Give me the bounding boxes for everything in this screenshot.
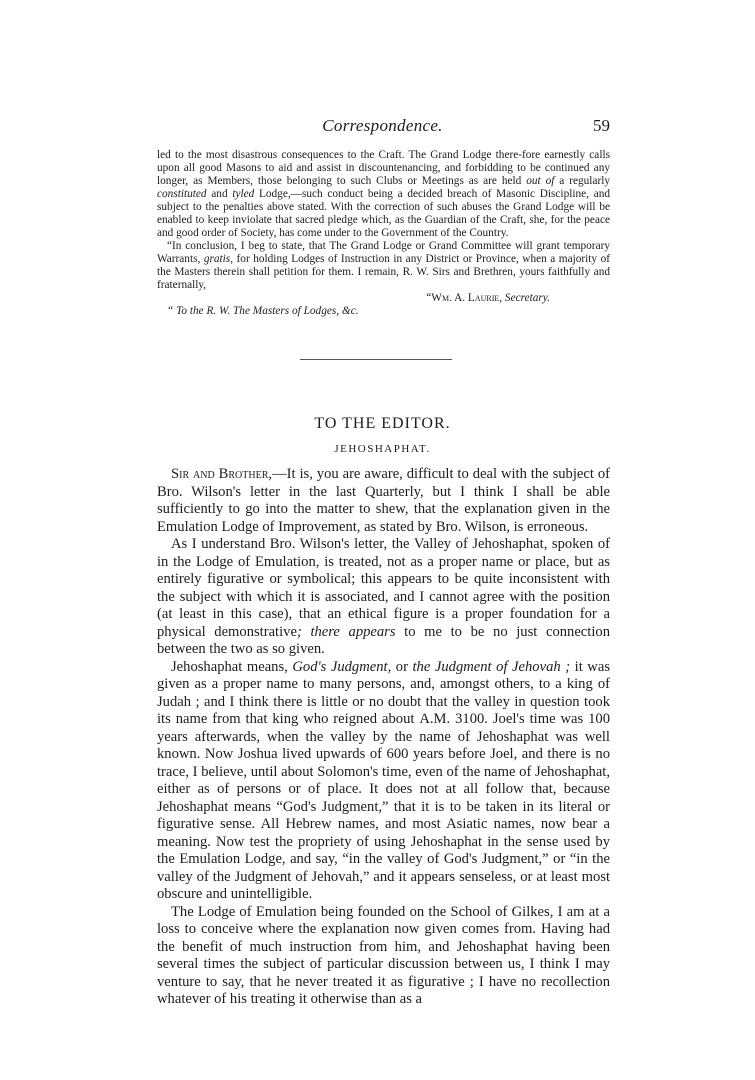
page-header <box>155 116 610 140</box>
section-divider <box>300 359 452 360</box>
letter-subject: JEHOSHAPHAT. <box>334 443 431 455</box>
notice-paragraph: “In conclusion, I beg to state, that The Grand Lodge or Grand Committee will grant temporary Warrants, gratis, for holding Lodges of Instruction in any District or Province, when a majority of the Masters therein shall petition for them. I remain, R. W. Sirs and Brethren, yours faithfully and fraternally, <box>157 240 610 291</box>
page-number: 59 <box>593 116 610 135</box>
running-title: Correspondence. <box>322 116 443 135</box>
address-line: “ To the R. W. The Masters of Lodges, &c. <box>167 305 359 317</box>
letter-paragraph: The Lodge of Emulation being founded on the School of Gilkes, I am at a loss to conceive where the explanation now given comes from. Having had the benefit of much instruction from him, and Jehoshaphat having been several times the subject of particular discussion between us, I think I may venture to say, that he never treated it as figurative ; I have no recollection whatever of his treating it otherwise than as a <box>157 903 610 1007</box>
signature: “Wm. A. Laurie, Secretary. <box>426 292 550 304</box>
section-heading: TO THE EDITOR. <box>314 415 451 432</box>
letter-paragraph: As I understand Bro. Wilson's letter, the Valley of Jehoshaphat, spoken of in the Lodge of Emulation, is treated, not as a proper name or place, but as entirely figurative or symbolical; this appears to be quite inconsistent with the subject with which it is associated, and I cannot agree with the position (at least in this case), that an ethical figure is a proper foundation for a physical demonstrative; there appears to me to be no just connection between the two as so given. <box>157 536 610 657</box>
letter-paragraph: Sir and Brother,—It is, you are aware, difficult to deal with the subject of Bro. Wilson's letter in the last Quarterly, but I think I shall be able sufficiently to go into the matter to shew, that the explanation given in the Emulation Lodge of Improvement, as stated by Bro. Wilson, is erroneous. <box>157 466 610 535</box>
letter-body <box>157 466 610 1009</box>
salutation: Sir and Brother, <box>171 466 273 482</box>
letter-paragraph: Jehoshaphat means, God's Judgment, or the Judgment of Jehovah ; it was given as a proper name to many persons, and, amongst others, to a king of Judah ; and I think there is little or no doubt that the valley in question took its name from that king who reigned about A.M. 3100. Joel's time was 100 years afterwards, when the valley by the name of Jehoshaphat was well known. Now Joshua lived upwards of 600 years before Joel, and there is no trace, I believe, until about Solomon's time, even of the name of Jehoshaphat, either as of persons or of place. It does not at all follow that, because Jehoshaphat means “God's Judgment,” that it is to be taken in its literal or figurative sense. All Hebrew names, and most Asiatic names, now bear a meaning. Now test the propriety of using Jehoshaphat in the sense used by the Emulation Lodge, and say, “in the valley of God's Judgment,” or “in the valley of the Judgment of Jehovah,” and it appears senseless, or at least most obscure and unintelligible. <box>157 658 611 902</box>
notice-paragraph: led to the most disastrous consequences to the Craft. The Grand Lodge there-fore earnestly calls upon all good Masons to aid and assist in discountenancing, and forbidding to be continued any longer, as Members, those belonging to such Clubs or Meetings as are held out of a regularly constituted and tyled Lodge,—such conduct being a decided breach of Masonic Discipline, and subject to the penalties above stated. With the correction of such abuses the Grand Lodge will be enabled to keep inviolate that sacred pledge which, as the Guardian of the Craft, she, for the peace and good order of Society, has come under to the Government of the Country. <box>157 149 611 239</box>
grand-lodge-notice <box>157 149 610 318</box>
